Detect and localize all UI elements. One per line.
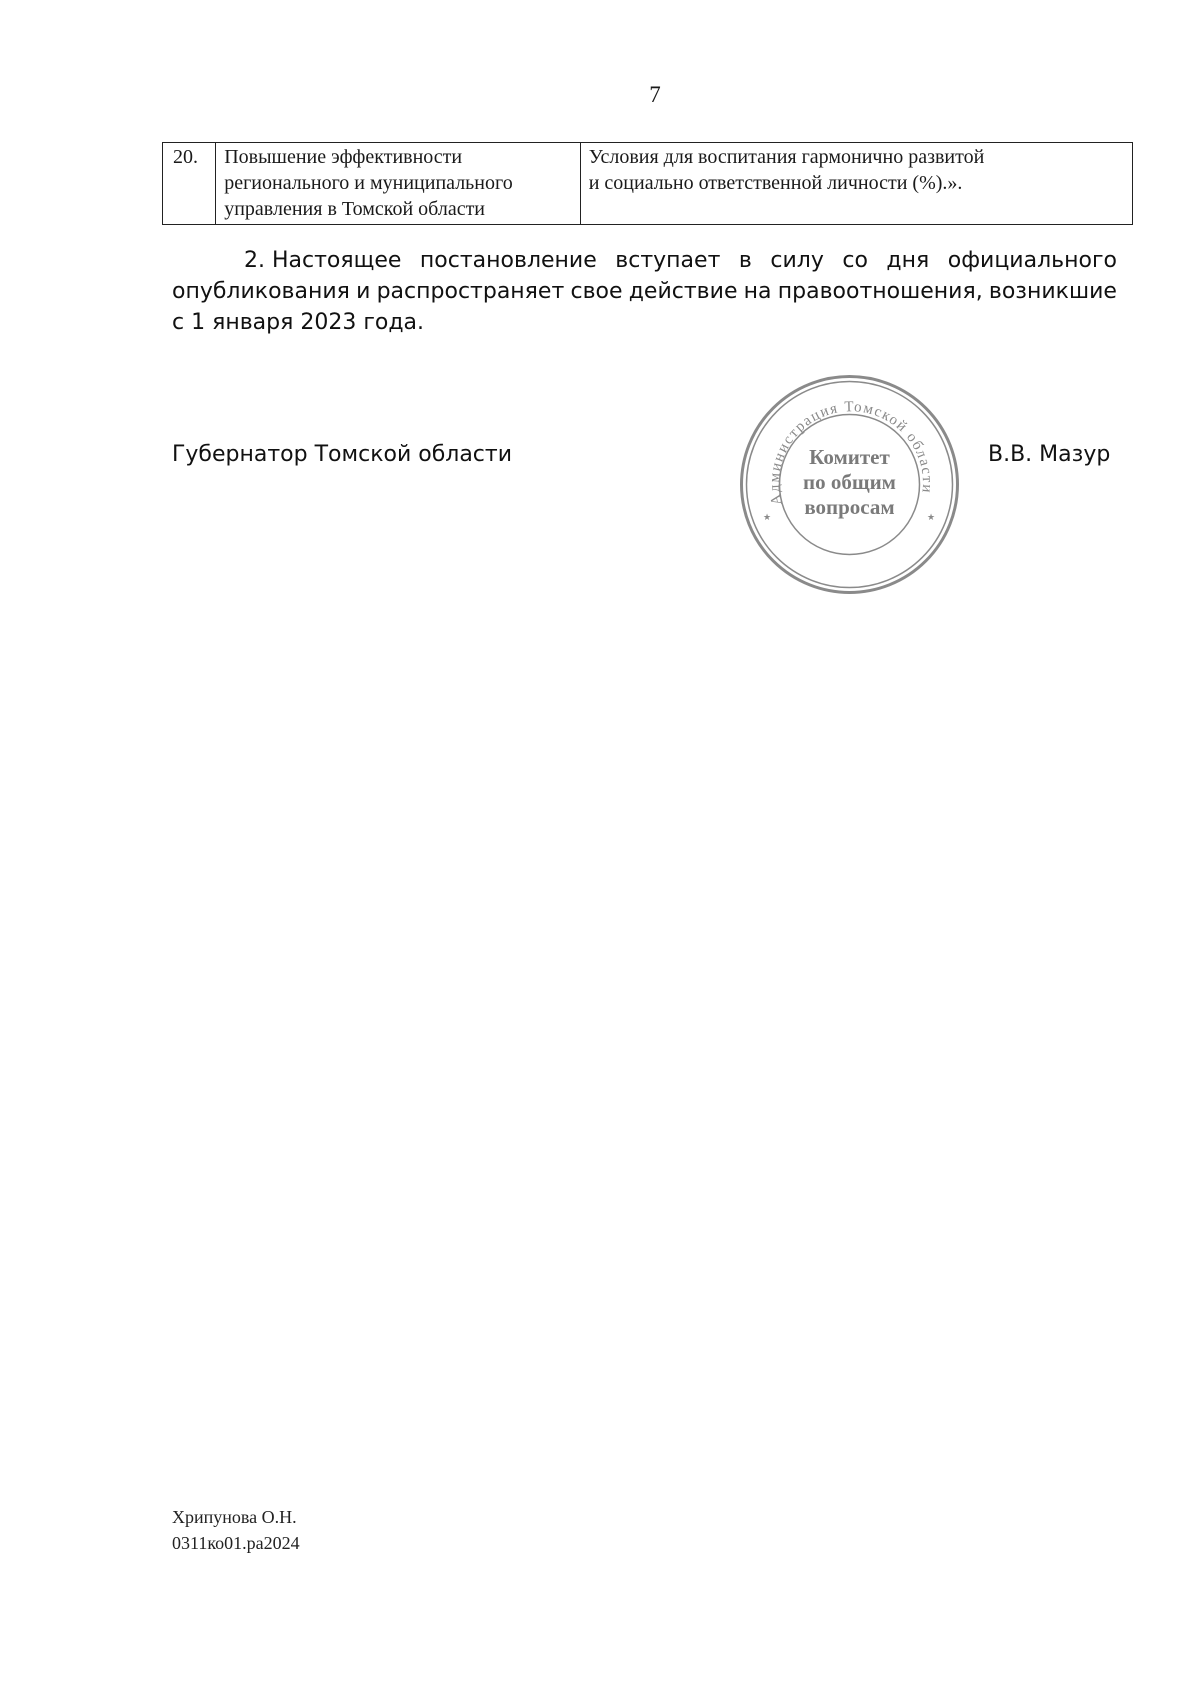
seal-star-right: ★	[927, 513, 936, 523]
paragraph-word: вступает	[615, 248, 721, 273]
paragraph-word: свое	[570, 279, 623, 304]
paragraph-word: распространяет	[376, 279, 565, 304]
signatory-name: В.В. Мазур	[988, 442, 1111, 467]
paragraph-word: действие	[628, 279, 738, 304]
paragraph-word: 2. Настоящее	[244, 248, 402, 273]
executor-name: Хрипунова О.Н.	[172, 1507, 297, 1527]
seal-center-line: Комитет	[809, 445, 890, 469]
program-name-line: Повышение эффективности	[224, 146, 463, 168]
paragraph-word: официального	[947, 248, 1117, 273]
indicator-table	[162, 142, 1133, 225]
program-name-cell	[216, 143, 581, 225]
paragraph-word: правоотношения,	[777, 279, 983, 304]
paragraph-word: в	[738, 248, 752, 273]
seal-star-left: ★	[763, 513, 772, 523]
seal-center-line: вопросам	[804, 495, 895, 519]
program-name-line: управления в Томской области	[224, 198, 486, 220]
table-row	[163, 143, 1133, 225]
resolution-paragraph	[172, 245, 1117, 338]
official-seal	[737, 372, 962, 597]
paragraph-line	[172, 245, 1117, 276]
paragraph-word: постановление	[419, 248, 597, 273]
paragraph-word: на	[743, 279, 772, 304]
document-footer	[172, 1504, 300, 1556]
page-number: 7	[649, 82, 661, 107]
paragraph-word: возникшие	[988, 279, 1117, 304]
signatory-title: Губернатор Томской области	[172, 442, 513, 467]
program-name-line: регионального и муниципального	[224, 172, 513, 194]
paragraph-word: дня	[886, 248, 930, 273]
seal-ring-textpath: Администрация Томской области	[766, 399, 936, 507]
indicator-cell	[580, 143, 1132, 225]
paragraph-word: и	[356, 279, 371, 304]
indicator-line: и социально ответственной личности (%).».	[588, 172, 963, 194]
document-code: 0311ко01.ра2024	[172, 1533, 300, 1553]
seal-center-line: по общим	[803, 470, 896, 494]
paragraph-line: с 1 января 2023 года.	[172, 310, 425, 335]
paragraph-word: силу	[770, 248, 824, 273]
indicator-line: Условия для воспитания гармонично развитой	[588, 146, 985, 168]
paragraph-word: опубликования	[172, 279, 350, 304]
row-number: 20.	[163, 143, 216, 225]
paragraph-word: со	[842, 248, 868, 273]
paragraph-line	[172, 276, 1117, 307]
